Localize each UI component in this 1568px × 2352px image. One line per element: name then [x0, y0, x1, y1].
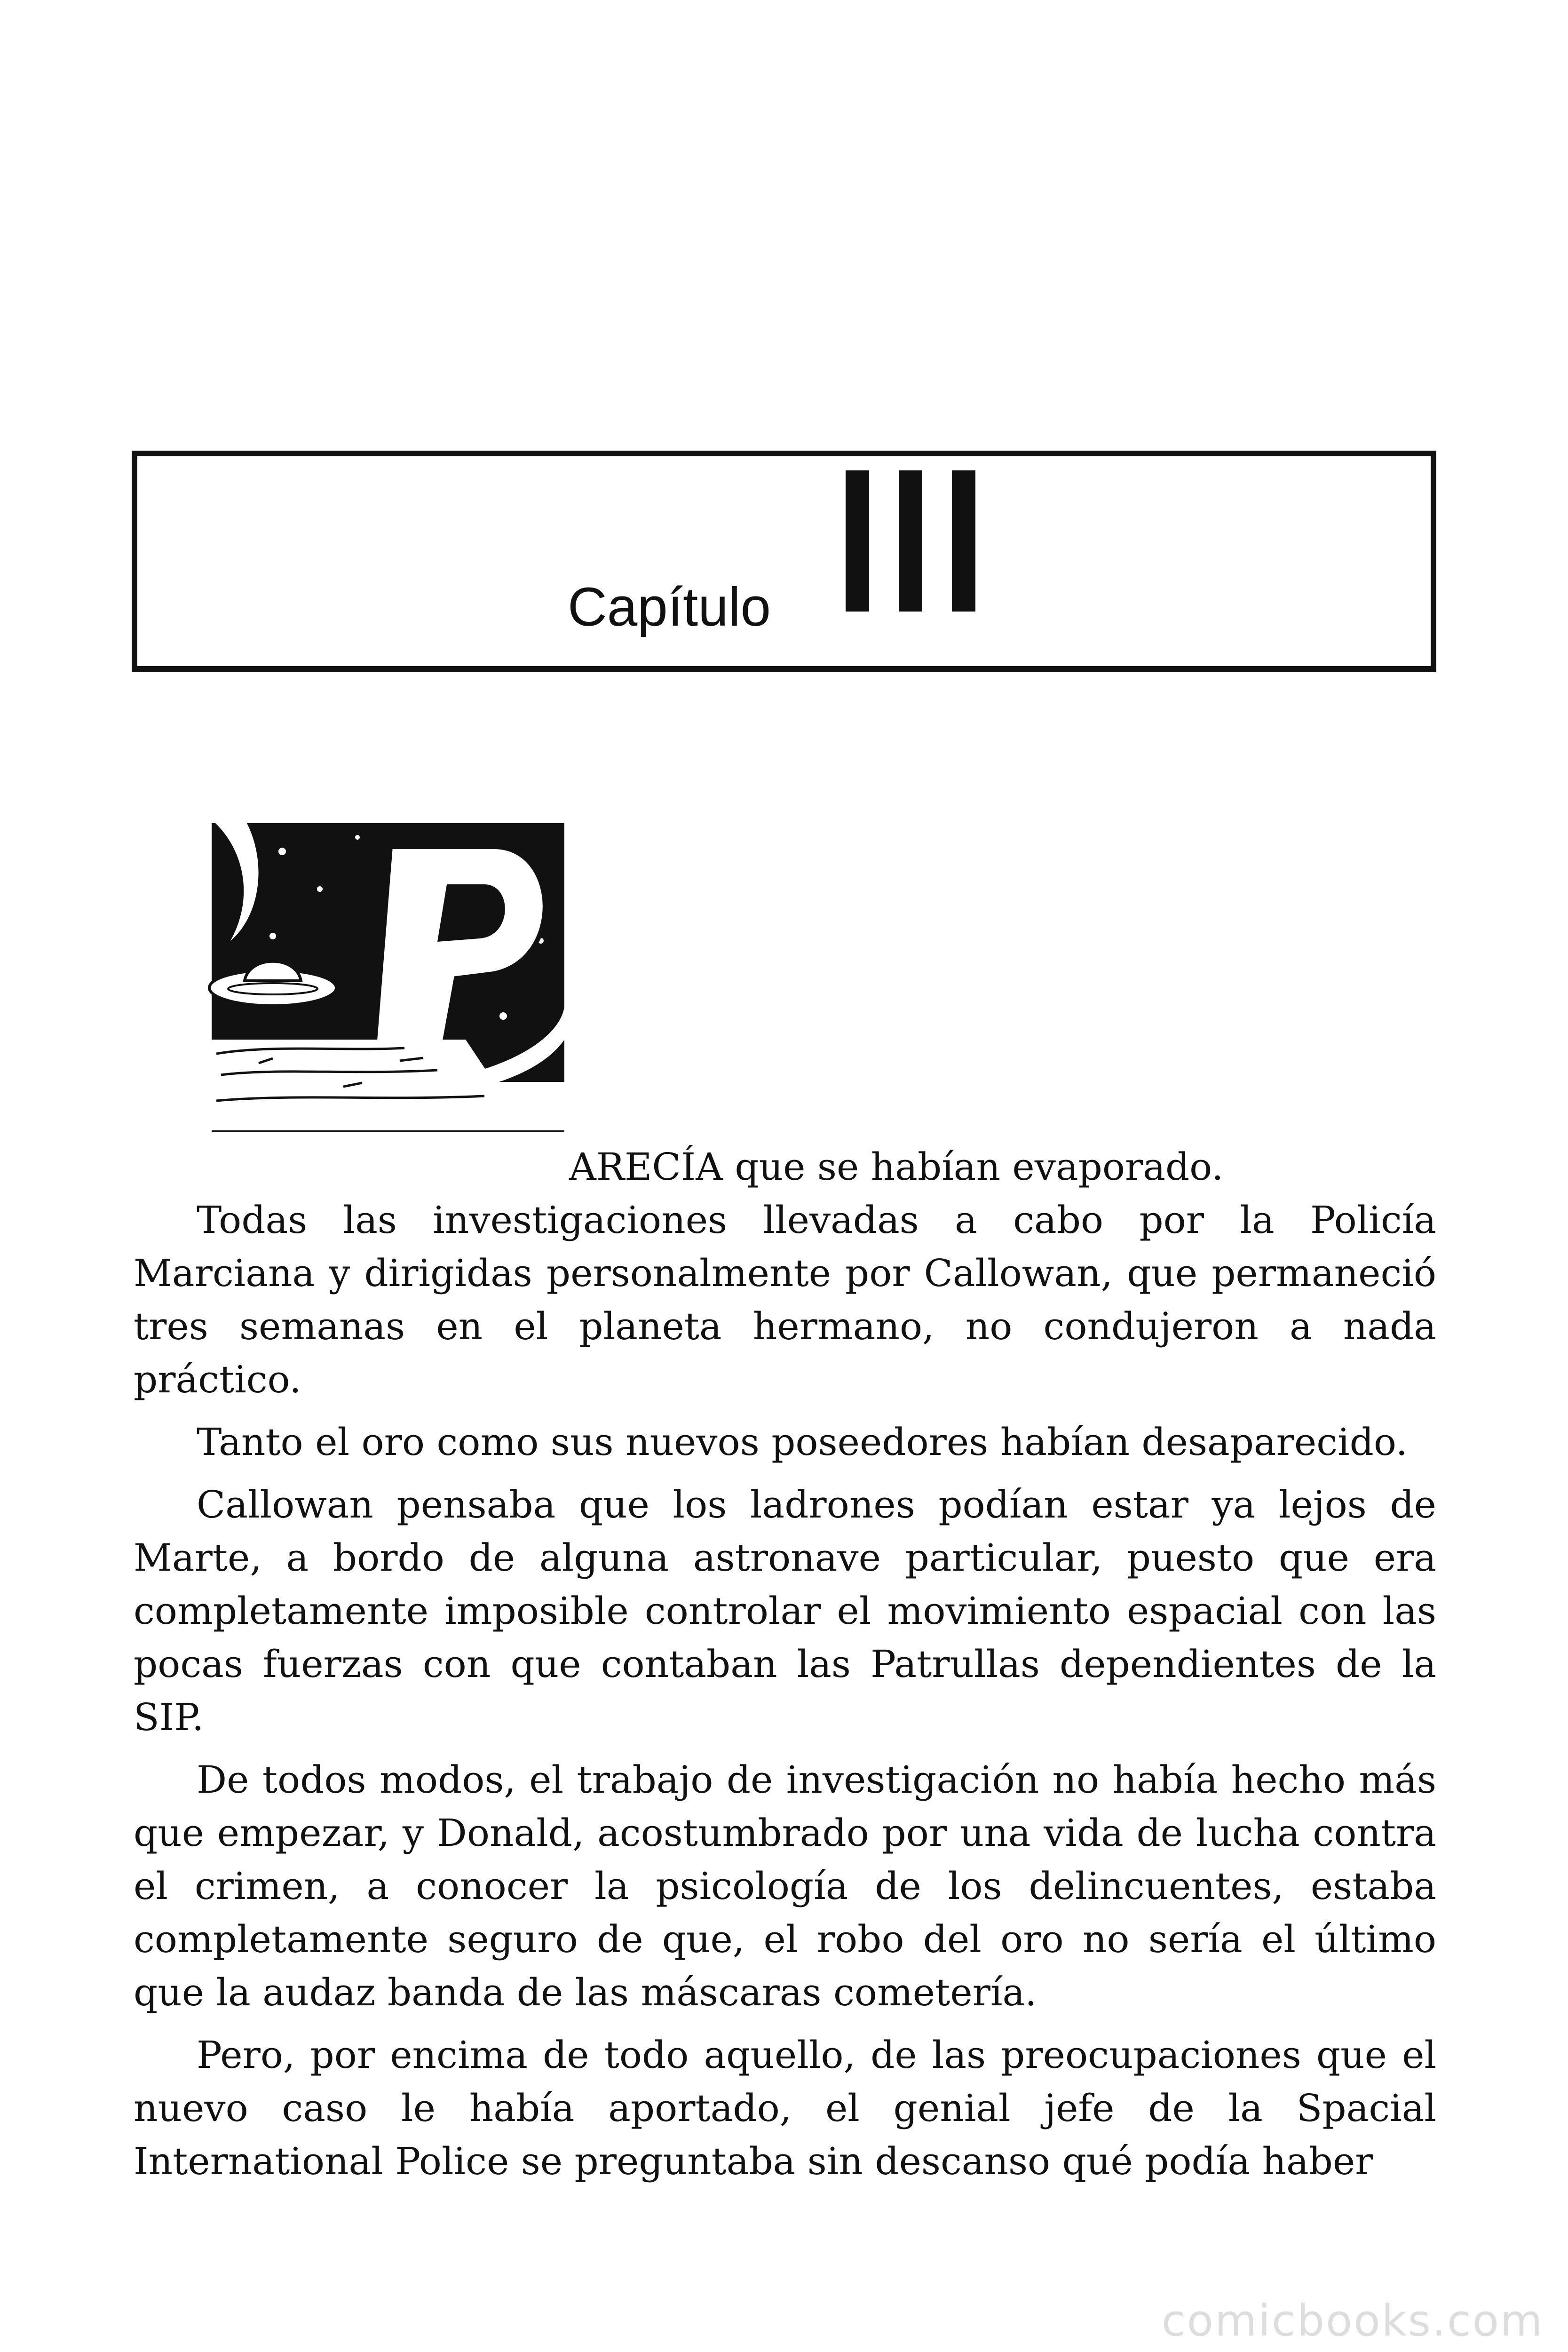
paragraph-5: De todos modos, el trabajo de investigación no había hecho más que empezar, y Donald, acostumbrado por una vida de lucha contra el crimen, a conocer la psicología de los delincuentes, estaba completamente seguro de que, el robo del oro no sería el último que la audaz banda de las máscaras cometería. — [134, 1758, 1436, 2014]
spaceship-drop-cap-icon — [202, 818, 567, 1143]
paragraph-1: ARECÍA que se habían evaporado. — [569, 1145, 1224, 1189]
numeral-stroke-3 — [952, 470, 975, 612]
drop-cap-illustration — [202, 818, 567, 1143]
paragraph-3: Tanto el oro como sus nuevos poseedores habían desaparecido. — [197, 1420, 1408, 1464]
chapter-heading-box — [132, 451, 1436, 672]
chapter-body-text — [134, 1140, 1436, 2197]
numeral-stroke-1 — [846, 470, 869, 612]
chapter-label: Capítulo — [568, 576, 771, 637]
watermark: comicbooks.com — [1162, 2296, 1544, 2346]
numeral-stroke-2 — [899, 470, 922, 612]
paragraph-6: Pero, por encima de todo aquello, de las preocupaciones que el nuevo caso le había aportado, el genial jefe de la Spacial International Police se preguntaba sin descanso qué podía haber — [134, 2033, 1436, 2183]
paragraph-2: Todas las investigaciones llevadas a cabo por la Policía Marciana y dirigidas personalmente por Callowan, que permaneció tres semanas en el planeta hermano, no condujeron a nada práctico. — [134, 1198, 1436, 1401]
paragraph-4: Callowan pensaba que los ladrones podían estar ya lejos de Marte, a bordo de alguna astronave particular, puesto que era completamente imposible controlar el movimiento espacial con las pocas fuerzas con que contaban las Patrullas dependientes de la SIP. — [134, 1483, 1436, 1739]
